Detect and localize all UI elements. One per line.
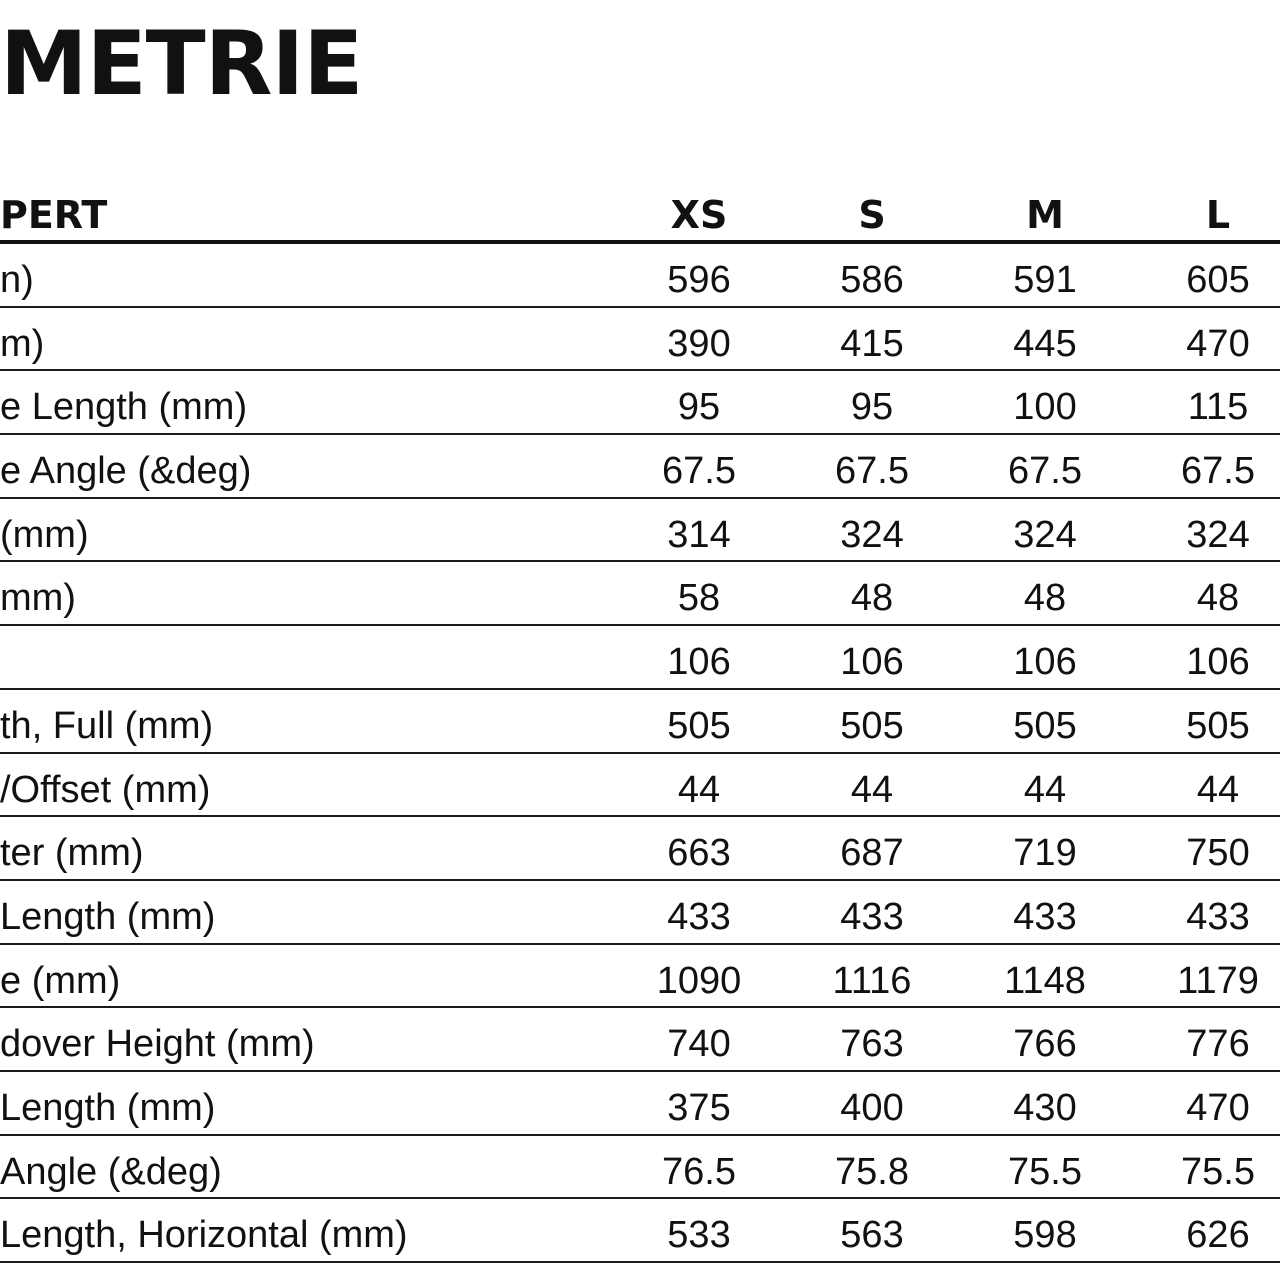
- row-label: ter (mm): [0, 832, 144, 875]
- cell-m: 433: [1013, 895, 1077, 938]
- table-row: [0, 754, 1280, 818]
- cell-s: 687: [840, 832, 904, 875]
- row-label: /Offset (mm): [0, 768, 211, 811]
- cell-s: 505: [840, 704, 904, 747]
- table-row: [0, 1199, 1280, 1263]
- row-label: m): [0, 322, 45, 365]
- cell-m: 324: [1013, 513, 1077, 556]
- cell-l: 1179: [1177, 959, 1259, 1002]
- size-header-s: S: [858, 193, 886, 237]
- cell-s: 67.5: [835, 450, 909, 493]
- cell-s: 586: [840, 259, 904, 301]
- row-label: e Angle (&deg): [0, 450, 252, 493]
- table-row: [0, 435, 1280, 499]
- cell-m: 598: [1013, 1214, 1077, 1257]
- table-row: [0, 1136, 1280, 1200]
- row-label: e Length (mm): [0, 386, 248, 429]
- row-label: th, Full (mm): [0, 704, 214, 747]
- cell-m: 1148: [1004, 959, 1086, 1002]
- cell-m: 445: [1013, 322, 1077, 365]
- cell-xs: 44: [677, 768, 721, 811]
- cell-s: 106: [840, 641, 904, 684]
- page-title: METRIE: [0, 12, 363, 115]
- cell-s: 433: [840, 895, 904, 938]
- table-row: [0, 690, 1280, 754]
- cell-xs: 596: [667, 259, 731, 301]
- cell-xs: 375: [667, 1086, 731, 1129]
- row-label: mm): [0, 577, 76, 620]
- table-row: [0, 945, 1280, 1009]
- row-label: Length (mm): [0, 895, 216, 938]
- cell-m: 505: [1013, 704, 1077, 747]
- cell-l: 470: [1186, 1086, 1250, 1129]
- geometry-table-body: [0, 244, 1280, 1263]
- table-row: [0, 308, 1280, 372]
- cell-xs: 1090: [656, 959, 742, 1002]
- row-label: n): [0, 259, 34, 301]
- table-row: [0, 1008, 1280, 1072]
- cell-xs: 314: [667, 513, 731, 556]
- cell-s: 400: [840, 1086, 904, 1129]
- cell-l: 44: [1196, 768, 1240, 811]
- table-row: [0, 562, 1280, 626]
- cell-l: 776: [1186, 1023, 1250, 1066]
- cell-m: 766: [1013, 1023, 1077, 1066]
- cell-l: 75.5: [1181, 1150, 1255, 1193]
- cell-s: 48: [850, 577, 894, 620]
- cell-xs: 58: [677, 577, 721, 620]
- cell-s: 44: [850, 768, 894, 811]
- cell-xs: 76.5: [662, 1150, 736, 1193]
- cell-l: 605: [1186, 259, 1250, 301]
- cell-xs: 505: [667, 704, 731, 747]
- cell-l: 67.5: [1181, 450, 1255, 493]
- table-row: [0, 881, 1280, 945]
- cell-s: 763: [840, 1023, 904, 1066]
- row-label: (mm): [0, 513, 89, 556]
- cell-m: 591: [1013, 259, 1077, 301]
- cell-l: 106: [1186, 641, 1250, 684]
- table-row: [0, 817, 1280, 881]
- cell-s: 324: [840, 513, 904, 556]
- table-row: [0, 499, 1280, 563]
- cell-l: 433: [1186, 895, 1250, 938]
- cell-s: 1116: [832, 959, 912, 1002]
- cell-m: 44: [1023, 768, 1067, 811]
- cell-xs: 433: [667, 895, 731, 938]
- cell-xs: 663: [667, 832, 731, 875]
- row-label: dover Height (mm): [0, 1023, 315, 1066]
- cell-s: 415: [840, 322, 904, 365]
- cell-m: 67.5: [1008, 450, 1082, 493]
- cell-s: 95: [850, 386, 894, 429]
- cell-xs: 67.5: [662, 450, 736, 493]
- header-label: PERT: [0, 193, 108, 237]
- row-label: Length, Horizontal (mm): [0, 1214, 408, 1257]
- row-label: Angle (&deg): [0, 1150, 222, 1193]
- cell-m: 75.5: [1008, 1150, 1082, 1193]
- cell-l: 505: [1186, 704, 1250, 747]
- size-header-m: M: [1026, 193, 1064, 237]
- cell-m: 430: [1013, 1086, 1077, 1129]
- cell-l: 48: [1196, 577, 1240, 620]
- cell-m: 719: [1013, 832, 1077, 875]
- cell-m: 106: [1013, 641, 1077, 684]
- table-row: [0, 244, 1280, 308]
- cell-l: 750: [1186, 832, 1250, 875]
- table-row: [0, 1072, 1280, 1136]
- cell-xs: 106: [667, 641, 731, 684]
- cell-m: 48: [1023, 577, 1067, 620]
- cell-l: 626: [1186, 1214, 1250, 1257]
- cell-l: 470: [1186, 322, 1250, 365]
- table-header: [0, 185, 1280, 241]
- cell-xs: 740: [667, 1023, 731, 1066]
- cell-xs: 95: [677, 386, 721, 429]
- row-label: Length (mm): [0, 1086, 216, 1129]
- table-row: [0, 371, 1280, 435]
- cell-l: 115: [1187, 386, 1249, 429]
- row-label: e (mm): [0, 959, 121, 1002]
- cell-xs: 390: [667, 322, 731, 365]
- table-row: [0, 626, 1280, 690]
- size-header-l: L: [1205, 193, 1231, 237]
- size-header-xs: XS: [670, 193, 728, 237]
- cell-m: 100: [1013, 386, 1077, 429]
- cell-xs: 533: [667, 1214, 731, 1257]
- cell-s: 563: [840, 1214, 904, 1257]
- cell-s: 75.8: [835, 1150, 909, 1193]
- cell-l: 324: [1186, 513, 1250, 556]
